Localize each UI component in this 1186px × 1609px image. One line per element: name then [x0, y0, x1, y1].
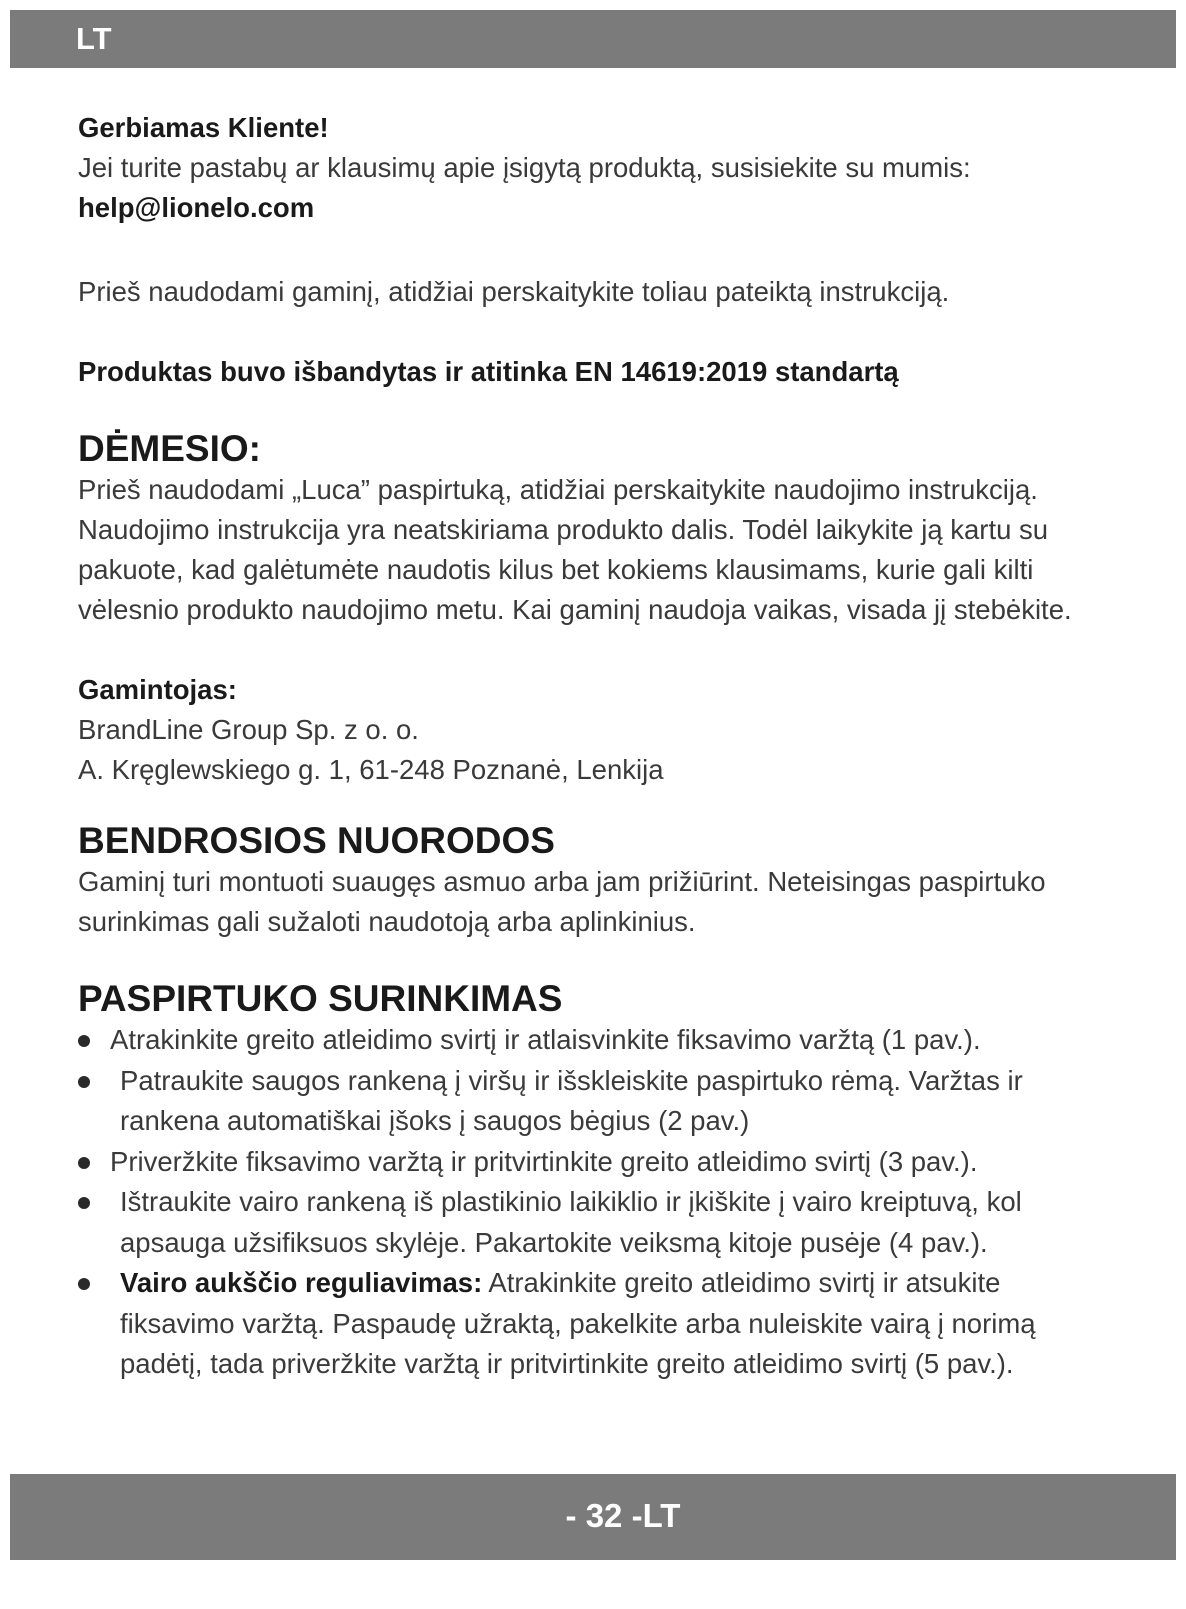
intro-text: Prieš naudodami gaminį, atidžiai perskaitykite toliau pateiktą instrukciją. — [78, 276, 950, 307]
page-content — [78, 108, 1158, 1385]
language-code: LT — [76, 21, 112, 56]
general-heading: BENDROSIOS NUORODOS — [78, 820, 555, 861]
bullet-icon — [78, 1035, 90, 1047]
page-number: - 32 -LT — [565, 1497, 681, 1534]
greeting-title: Gerbiamas Kliente! — [78, 112, 329, 143]
list-item: Vairo aukščio reguliavimas: Atrakinkite greito atleidimo svirtį ir atsukite fiksavimo varžtą. Paspaudę užraktą, pakelkite arba nuleiskite vairą į norimą padėtį, tada priveržkite varžtą ir pritvirtinkite greito atleidimo svirtį (5 pav.). — [78, 1263, 1158, 1385]
general-line: surinkimas gali sužaloti naudotoją arba aplinkinius. — [78, 906, 696, 937]
attention-line: pakuote, kad galėtumėte naudotis kilus bet kokiems klausimams, kurie gali kilti — [78, 554, 1034, 585]
step-bold-label: Vairo aukščio reguliavimas: — [120, 1267, 483, 1298]
bullet-icon — [78, 1197, 90, 1209]
list-item: Priveržkite fiksavimo varžtą ir pritvirtinkite greito atleidimo svirtį (3 pav.). — [78, 1142, 1158, 1183]
standard-text: Produktas buvo išbandytas ir atitinka EN 14619:2019 standartą — [78, 356, 899, 387]
bullet-icon — [78, 1278, 90, 1290]
manufacturer-label: Gamintojas: — [78, 674, 237, 705]
list-item: Atrakinkite greito atleidimo svirtį ir atlaisvinkite fiksavimo varžtą (1 pav.). — [78, 1020, 1158, 1061]
manufacturer-name: BrandLine Group Sp. z o. o. — [78, 714, 419, 745]
list-item: Ištraukite vairo rankeną iš plastikinio laikiklio ir įkiškite į vairo kreiptuvą, kol apsauga užsifiksuos skylėje. Pakartokite veiksmą kitoje pusėje (4 pav.). — [78, 1182, 1158, 1263]
attention-line: vėlesnio produkto naudojimo metu. Kai gaminį naudoja vaikas, visada jį stebėkite. — [78, 594, 1072, 625]
assembly-heading: PASPIRTUKO SURINKIMAS — [78, 978, 563, 1019]
attention-line: Prieš naudodami „Luca” paspirtuką, atidžiai perskaitykite naudojimo instrukciją. — [78, 474, 1038, 505]
bullet-icon — [78, 1076, 90, 1088]
list-item: Patraukite saugos rankeną į viršų ir išskleiskite paspirtuko rėmą. Varžtas ir rankena automatiškai įšoks į saugos bėgius (2 pav.) — [78, 1061, 1158, 1142]
contact-email[interactable]: help@lionelo.com — [78, 192, 315, 223]
attention-heading: DĖMESIO: — [78, 428, 261, 469]
bullet-icon — [78, 1157, 90, 1169]
attention-line: Naudojimo instrukcija yra neatskiriama produkto dalis. Todėl laikykite ją kartu su — [78, 514, 1049, 545]
manufacturer-address: A. Kręglewskiego g. 1, 61-248 Poznanė, Lenkija — [78, 754, 664, 785]
greeting-line: Jei turite pastabų ar klausimų apie įsigytą produktą, susisiekite su mumis: — [78, 152, 971, 183]
general-line: Gaminį turi montuoti suaugęs asmuo arba jam prižiūrint. Neteisingas paspirtuko — [78, 866, 1046, 897]
header-bar — [10, 10, 1176, 68]
assembly-steps-list — [78, 1020, 1158, 1385]
footer-bar — [10, 1474, 1176, 1560]
